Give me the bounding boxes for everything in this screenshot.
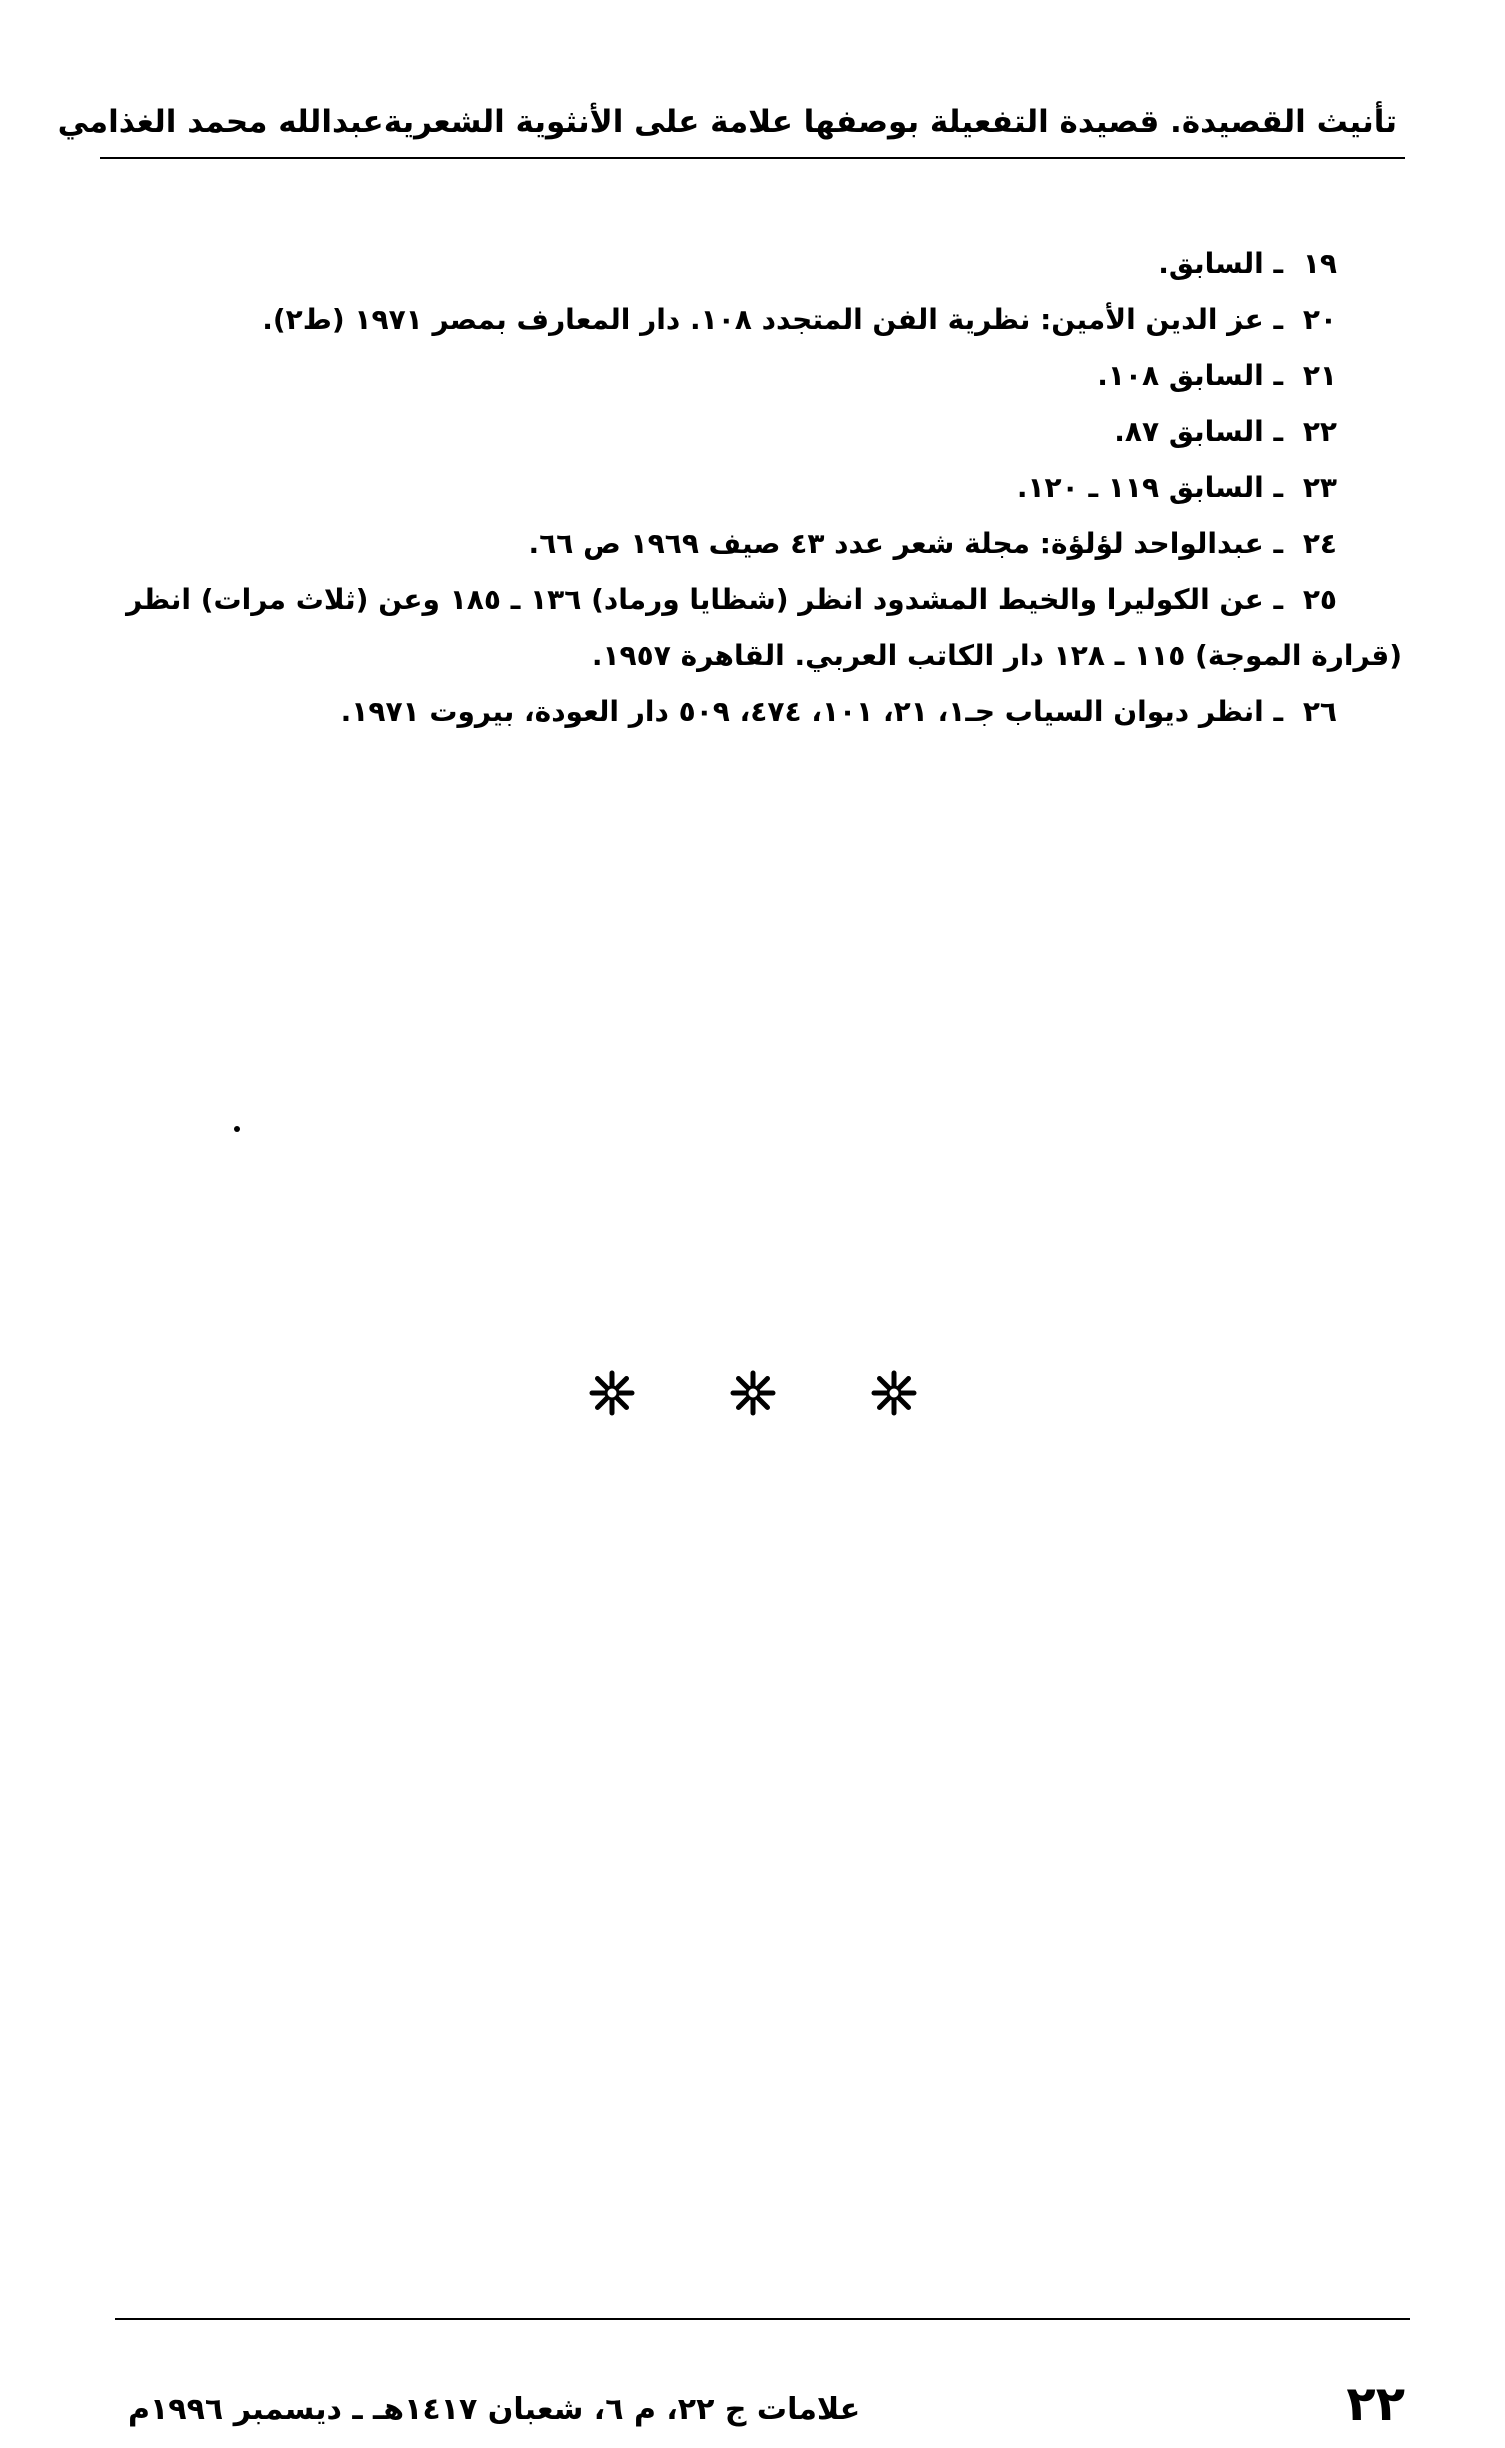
endnote-number: ٢٠ <box>1302 303 1337 336</box>
endnote-number: ٢٣ <box>1302 471 1337 504</box>
footer-rule <box>115 2318 1410 2320</box>
asterisk-flower-icon <box>589 1370 635 1416</box>
asterisk-flower-icon <box>871 1370 917 1416</box>
endnote-text: السابق ٨٧. <box>1114 415 1264 448</box>
endnote-text: عز الدين الأمين: نظرية الفن المتجدد ١٠٨. دار المعارف بمصر ١٩٧١ (ط٢). <box>262 303 1264 336</box>
endnote-number: ٢١ <box>1302 359 1337 392</box>
stray-dot <box>234 1126 240 1132</box>
section-separator <box>0 1370 1505 1450</box>
endnotes-list <box>105 236 1402 740</box>
endnote-26: ٢٦ ـ انظر ديوان السياب جـ١، ٢١، ١٠١، ٤٧٤، ٥٠٩ دار العودة، بيروت ١٩٧١. <box>340 695 1337 728</box>
header-title: تأنيث القصيدة. قصيدة التفعيلة بوصفها علامة على الأنثوية الشعرية <box>383 104 1397 140</box>
endnote-text: عبدالواحد لؤلؤة: مجلة شعر عدد ٤٣ صيف ١٩٦٩ ص ٦٦. <box>528 527 1264 560</box>
endnote-number: ٢٥ <box>1302 583 1337 616</box>
header-author: عبدالله محمد الغذامي <box>57 104 384 140</box>
endnote-text: عن الكوليرا والخيط المشدود انظر (شظايا ورماد) ١٣٦ ـ ١٨٥ وعن (ثلاث مرات) انظر <box>126 583 1264 616</box>
endnote-text: السابق ١١٩ ـ ١٢٠. <box>1016 471 1264 504</box>
endnote-22: ٢٢ ـ السابق ٨٧. <box>1114 415 1337 448</box>
journal-citation: علامات ج ٢٢، م ٦، شعبان ١٤١٧هـ ـ ديسمبر ١٩٩٦م <box>128 2392 861 2427</box>
endnote-23: ٢٣ ـ السابق ١١٩ ـ ١٢٠. <box>1016 471 1337 504</box>
endnote-text: السابق ١٠٨. <box>1097 359 1264 392</box>
endnote-number: ١٩ <box>1302 247 1337 280</box>
header-rule <box>100 157 1405 159</box>
endnote-number: ٢٦ <box>1302 695 1337 728</box>
page-number: ٢٢ <box>1346 2376 1405 2432</box>
endnote-21: ٢١ ـ السابق ١٠٨. <box>1097 359 1337 392</box>
endnote-25: ٢٥ ـ عن الكوليرا والخيط المشدود انظر (شظايا ورماد) ١٣٦ ـ ١٨٥ وعن (ثلاث مرات) انظر <box>126 583 1337 616</box>
endnote-text: انظر ديوان السياب جـ١، ٢١، ١٠١، ٤٧٤، ٥٠٩ دار العودة، بيروت ١٩٧١. <box>340 695 1264 728</box>
asterisk-flower-icon <box>730 1370 776 1416</box>
endnote-20: ٢٠ ـ عز الدين الأمين: نظرية الفن المتجدد ١٠٨. دار المعارف بمصر ١٩٧١ (ط٢). <box>262 303 1337 336</box>
endnote-25-continuation <box>105 628 1402 684</box>
endnote-continuation-text: (قرارة الموجة) ١١٥ ـ ١٢٨ دار الكاتب العربي. القاهرة ١٩٥٧. <box>591 639 1402 672</box>
running-header <box>57 92 1397 152</box>
endnote-number: ٢٤ <box>1302 527 1337 560</box>
endnote-19: ١٩ ـ السابق. <box>1158 247 1337 280</box>
endnote-number: ٢٢ <box>1302 415 1337 448</box>
endnote-text: السابق. <box>1158 247 1264 280</box>
endnote-24: ٢٤ ـ عبدالواحد لؤلؤة: مجلة شعر عدد ٤٣ صيف ١٩٦٩ ص ٦٦. <box>528 527 1337 560</box>
